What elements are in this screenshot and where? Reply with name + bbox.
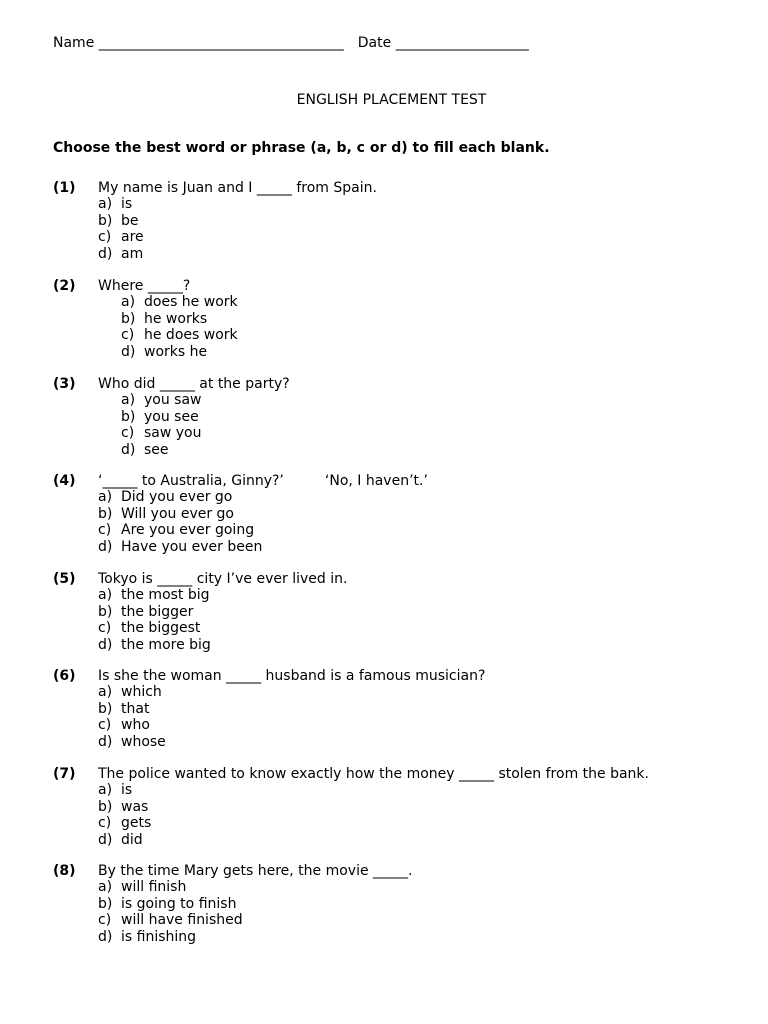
option-text: he works bbox=[144, 310, 208, 327]
option-c bbox=[98, 815, 151, 831]
option-text: am bbox=[121, 245, 144, 262]
option-letter: b) bbox=[121, 408, 136, 425]
option-text: was bbox=[121, 798, 149, 815]
option-text: the most big bbox=[121, 587, 210, 604]
option-d bbox=[121, 344, 238, 360]
option-d bbox=[98, 734, 166, 750]
name-label: Name bbox=[53, 35, 95, 51]
question-text: The police wanted to know exactly how the money _____ stolen from the bank. bbox=[98, 766, 649, 782]
question-number: (6) bbox=[53, 668, 76, 684]
option-letter: d) bbox=[121, 441, 136, 458]
option-text: you see bbox=[144, 408, 199, 425]
option-a bbox=[98, 879, 243, 895]
question-number: (4) bbox=[53, 473, 76, 489]
option-letter: c) bbox=[121, 425, 135, 442]
option-a bbox=[98, 587, 211, 603]
instructions: Choose the best word or phrase (a, b, c or d) to fill each blank. bbox=[53, 140, 550, 156]
option-text: that bbox=[121, 700, 150, 717]
option-list bbox=[98, 196, 144, 262]
option-letter: d) bbox=[98, 733, 113, 750]
option-letter: b) bbox=[98, 895, 113, 912]
option-b bbox=[98, 604, 211, 620]
option-b bbox=[98, 799, 151, 815]
option-text: is bbox=[121, 196, 133, 213]
option-list bbox=[98, 879, 243, 945]
option-letter: b) bbox=[98, 700, 113, 717]
option-letter: a) bbox=[121, 392, 136, 409]
question-number: (3) bbox=[53, 376, 76, 392]
option-list bbox=[98, 684, 166, 750]
option-text: are bbox=[121, 229, 144, 246]
option-letter: d) bbox=[121, 343, 136, 360]
option-text: who bbox=[121, 717, 150, 734]
option-text: gets bbox=[121, 815, 152, 832]
option-a bbox=[98, 489, 262, 505]
question-text: Is she the woman _____ husband is a famous musician? bbox=[98, 668, 486, 684]
name-blank: ___________________________________ bbox=[98, 35, 344, 51]
option-d bbox=[121, 442, 202, 458]
option-a bbox=[98, 684, 166, 700]
option-letter: b) bbox=[121, 310, 136, 327]
option-letter: d) bbox=[98, 831, 113, 848]
option-letter: b) bbox=[98, 798, 113, 815]
question-number: (8) bbox=[53, 863, 76, 879]
option-letter: d) bbox=[98, 928, 113, 945]
option-c bbox=[121, 425, 202, 441]
option-letter: c) bbox=[121, 327, 135, 344]
question-number: (1) bbox=[53, 180, 76, 196]
option-text: does he work bbox=[144, 294, 238, 311]
option-text: which bbox=[121, 684, 162, 701]
option-text: is going to finish bbox=[121, 895, 237, 912]
option-b bbox=[98, 506, 262, 522]
option-text: is finishing bbox=[121, 928, 197, 945]
option-letter: a) bbox=[98, 489, 113, 506]
option-c bbox=[98, 229, 144, 245]
option-b bbox=[98, 701, 166, 717]
option-b bbox=[121, 311, 238, 327]
option-letter: d) bbox=[98, 636, 113, 653]
question-text: Tokyo is _____ city I’ve ever lived in. bbox=[98, 571, 348, 587]
option-a bbox=[121, 294, 238, 310]
option-text: the bigger bbox=[121, 603, 194, 620]
question-number: (2) bbox=[53, 278, 76, 294]
option-letter: a) bbox=[98, 196, 113, 213]
date-blank: ___________________ bbox=[395, 35, 529, 51]
option-text: he does work bbox=[144, 327, 238, 344]
option-d bbox=[98, 637, 211, 653]
option-d bbox=[98, 539, 262, 555]
option-a bbox=[121, 392, 202, 408]
option-text: the biggest bbox=[121, 620, 201, 637]
question-text: Where _____? bbox=[98, 278, 191, 294]
option-letter: c) bbox=[98, 522, 112, 539]
option-letter: d) bbox=[98, 245, 113, 262]
option-d bbox=[98, 929, 243, 945]
option-b bbox=[98, 213, 144, 229]
option-letter: c) bbox=[98, 229, 112, 246]
option-text: Are you ever going bbox=[121, 522, 255, 539]
option-c bbox=[98, 620, 211, 636]
option-text: whose bbox=[121, 733, 166, 750]
option-list bbox=[98, 782, 151, 848]
option-letter: a) bbox=[98, 587, 113, 604]
option-a bbox=[98, 782, 151, 798]
option-list bbox=[121, 392, 202, 458]
option-letter: b) bbox=[98, 603, 113, 620]
option-text: did bbox=[121, 831, 143, 848]
option-text: Did you ever go bbox=[121, 489, 233, 506]
option-c bbox=[98, 912, 243, 928]
option-c bbox=[98, 522, 262, 538]
option-text: see bbox=[144, 441, 169, 458]
option-d bbox=[98, 246, 144, 262]
option-b bbox=[121, 409, 202, 425]
option-letter: a) bbox=[121, 294, 136, 311]
option-list bbox=[98, 587, 211, 653]
option-text: you saw bbox=[144, 392, 202, 409]
name-date-header bbox=[53, 35, 529, 51]
question-text bbox=[98, 473, 428, 489]
option-text: Have you ever been bbox=[121, 538, 263, 555]
option-letter: a) bbox=[98, 879, 113, 896]
option-list bbox=[121, 294, 238, 360]
option-text: will finish bbox=[121, 879, 187, 896]
question-number: (5) bbox=[53, 571, 76, 587]
option-c bbox=[98, 717, 166, 733]
option-text: works he bbox=[144, 343, 208, 360]
option-letter: c) bbox=[98, 620, 112, 637]
question-number: (7) bbox=[53, 766, 76, 782]
question-text: My name is Juan and I _____ from Spain. bbox=[98, 180, 377, 196]
option-letter: d) bbox=[98, 538, 113, 555]
option-letter: a) bbox=[98, 782, 113, 799]
option-text: Will you ever go bbox=[121, 505, 234, 522]
option-b bbox=[98, 896, 243, 912]
option-a bbox=[98, 196, 144, 212]
option-d bbox=[98, 832, 151, 848]
option-letter: c) bbox=[98, 912, 112, 929]
question-prompt: ‘_____ to Australia, Ginny?’ bbox=[98, 473, 284, 489]
option-letter: c) bbox=[98, 815, 112, 832]
question-reply: ‘No, I haven’t.’ bbox=[324, 473, 428, 489]
option-letter: b) bbox=[98, 505, 113, 522]
option-letter: b) bbox=[98, 212, 113, 229]
option-list bbox=[98, 489, 262, 555]
option-text: will have finished bbox=[121, 912, 243, 929]
option-letter: a) bbox=[98, 684, 113, 701]
question-text: Who did _____ at the party? bbox=[98, 376, 290, 392]
option-c bbox=[121, 327, 238, 343]
page-title: ENGLISH PLACEMENT TEST bbox=[296, 92, 487, 108]
question-text: By the time Mary gets here, the movie _____. bbox=[98, 863, 413, 879]
option-text: is bbox=[121, 782, 133, 799]
option-text: saw you bbox=[144, 425, 202, 442]
option-text: be bbox=[121, 212, 139, 229]
option-letter: c) bbox=[98, 717, 112, 734]
date-label: Date bbox=[357, 35, 392, 51]
option-text: the more big bbox=[121, 636, 211, 653]
